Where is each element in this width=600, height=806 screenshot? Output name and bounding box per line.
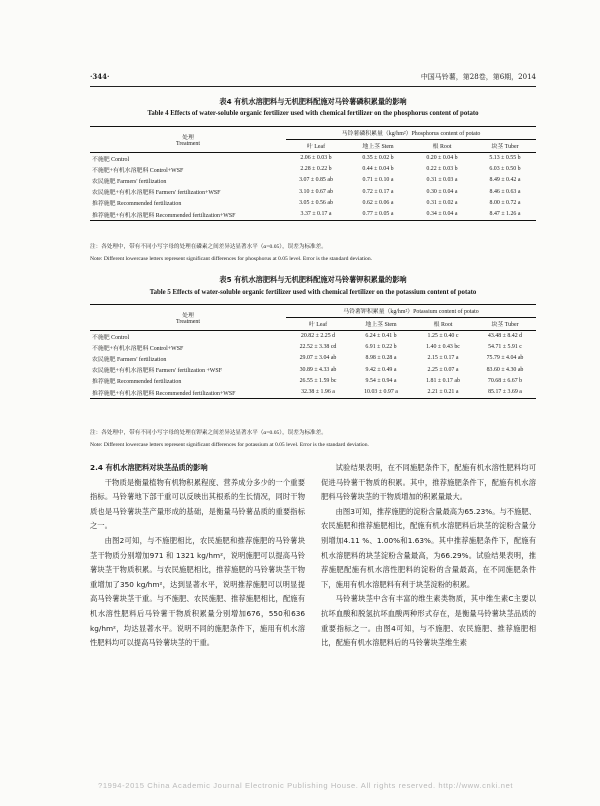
treatment-cell: 推荐施肥+有机水溶肥料 Recommended fertilization+WSF <box>92 212 236 219</box>
value-cell: 0.22 ± 0.03 b <box>426 166 458 173</box>
value-cell: 1.81 ± 0.17 ab <box>426 377 460 384</box>
value-cell: 75.79 ± 4.04 ab <box>486 355 524 362</box>
table-row <box>90 164 536 175</box>
value-cell: 8.46 ± 0.63 a <box>489 188 521 195</box>
value-cell: 54.71 ± 5.91 c <box>488 344 522 351</box>
value-cell: 8.00 ± 0.72 a <box>489 199 521 206</box>
value-cell: 5.13 ± 0.55 b <box>489 155 521 162</box>
treatment-cell: 农民施肥 Farmers' fertilization <box>92 178 167 185</box>
table-row <box>90 186 536 197</box>
table-row <box>90 353 536 364</box>
table4-caption-cn: 表4 有机水溶肥料与无机肥料配施对马铃薯磷积累量的影响 <box>219 97 407 106</box>
treatment-cell: 不施肥 Control <box>92 334 130 341</box>
value-cell: 70.68 ± 6.67 b <box>487 377 523 384</box>
treatment-cell: 农民施肥+有机水溶肥料 Farmers' fertilization+WSF <box>92 190 221 197</box>
value-cell: 0.20 ± 0.04 b <box>426 155 458 162</box>
value-cell: 0.62 ± 0.06 a <box>362 199 394 206</box>
value-cell: 0.71 ± 0.10 a <box>362 177 394 184</box>
group-header: 马铃薯磷积累量（kg/hm²）Phosphorus content of potato <box>286 127 536 139</box>
value-cell: 29.07 ± 3.04 ab <box>299 355 337 362</box>
col-header-root: 根 Root <box>433 322 453 328</box>
paragraph: 试验结果表明，在不同施肥条件下，配施有机水溶性肥料均可促进马铃薯干物质的积累。其中，推荐施肥条件下，配施有机水溶肥料马铃薯块茎的干物质增加的积累量最大。 <box>321 463 536 502</box>
paragraph: 由图3可知，推荐施肥的淀粉含量最高为65.23%。与不施肥、农民施肥和推荐施肥相比，配施有机水溶肥料后块茎的淀粉含量分别增加4.11 %、1.00%和1.63%。其中推荐施肥条件下，配施有机水溶肥料的块茎淀粉含量最高，为66.29%。试验结果表明，推荐施肥配施有机水溶性肥料的淀粉的含量最高，在不同施肥条件下，施用有机水溶肥料有利于块茎淀粉的积累。 <box>321 506 536 589</box>
treatment-header: 处理 Treatment <box>176 134 200 147</box>
table-row <box>90 342 536 353</box>
value-cell: 0.31 ± 0.02 a <box>426 199 458 206</box>
table-row <box>90 208 536 220</box>
value-cell: 3.05 ± 0.56 ab <box>299 199 333 206</box>
table-row <box>90 375 536 386</box>
group-header: 马铃薯钾积累量（kg/hm²）Potassium content of potato <box>286 305 536 317</box>
value-cell: 2.21 ± 0.21 a <box>427 389 459 396</box>
paragraph: 马铃薯块茎中含有丰富的维生素类物质，其中维生素C主要以抗坏血酸和脱氢抗坏血酸两种形式存在，是衡量马铃薯块茎品质的重要指标之一。由图4可知，与不施肥、农民施肥、推荐施肥相比，配施有机水溶肥料后的马铃薯块茎维生素 <box>321 594 536 648</box>
value-cell: 8.98 ± 0.28 a <box>365 355 397 362</box>
table-row <box>90 386 536 398</box>
value-cell: 2.25 ± 0.07 a <box>427 366 459 373</box>
table4-caption-en: Table 4 Effects of water-soluble organic fertilizer used with chemical fertilizer on the phosphorus content of potato <box>147 110 479 117</box>
col-header-stem: 地上茎 Stem <box>365 322 397 328</box>
value-cell: 1.25 ± 0.40 c <box>427 333 459 340</box>
treatment-cell: 不施肥+有机水溶肥料 Control+WSF <box>92 345 184 352</box>
paragraph: 由图2可知，与不施肥相比，农民施肥和推荐施肥的马铃薯块茎干物质分别增加971 和 1321 kg/hm²，说明施肥可以提高马铃薯块茎干物质积累。与农民施肥相比，推荐施肥的马铃薯块茎干物重增加了350 kg/hm²，达到显著水平，说明推荐施肥可以明显提高马铃薯块茎干重。与不施肥、农民施肥、推荐施肥相比，配施有机水溶性肥料后马铃薯干物质积累量分别增加676，550和636 kg/hm²，均达显著水平。说明不同的施肥条件下，施用有机水溶性肥料均可以提高马铃薯块茎的干重。 <box>90 535 305 648</box>
journal-citation: 中国马铃薯，第28卷，第6期，2014 <box>420 73 536 81</box>
table4-note-cn: 注：各处理中，带有不同小写字母的处理在磷素之间差异达显著水平（α=0.05），误差为标准差。 <box>90 244 327 250</box>
value-cell: 0.34 ± 0.04 a <box>426 211 458 218</box>
value-cell: 22.52 ± 3.38 cd <box>299 344 337 351</box>
table-row <box>90 364 536 375</box>
value-cell: 3.07 ± 0.85 ab <box>299 177 333 184</box>
value-cell: 1.40 ± 0.43 bc <box>426 344 460 351</box>
col-header-tuber: 块茎 Tuber <box>491 322 519 328</box>
value-cell: 43.48 ± 8.42 d <box>487 333 523 340</box>
value-cell: 20.82 ± 2.25 d <box>300 333 336 340</box>
value-cell: 2.06 ± 0.03 b <box>300 155 332 162</box>
treatment-header: 处理 Treatment <box>176 312 200 325</box>
treatment-cell: 不施肥 Control <box>92 156 130 163</box>
col-header-stem: 地上茎 Stem <box>362 144 394 150</box>
value-cell: 0.30 ± 0.04 a <box>426 188 458 195</box>
table-row <box>90 175 536 186</box>
value-cell: 6.03 ± 0.50 b <box>489 166 521 173</box>
value-cell: 10.03 ± 0.97 a <box>364 389 398 396</box>
table5-note-cn: 注：各处理中，带有不同小写字母的处理在钾素之间差异达显著水平（α=0.05），误差为标准差。 <box>90 430 327 436</box>
table4 <box>90 126 536 221</box>
running-header <box>90 72 536 84</box>
paragraph: 干物质是衡量植物有机物积累程度、营养成分多少的一个重要指标。马铃薯地下部干重可以反映出其根系的生长情况，同时干物质也是马铃薯块茎产量形成的基础，是衡量马铃薯品质的重要指标之一。 <box>90 477 305 531</box>
treatment-cell: 推荐施肥+有机水溶肥料 Recommended fertilization+WSF <box>92 390 236 397</box>
right-column <box>321 461 536 651</box>
value-cell: 0.31 ± 0.03 a <box>426 177 458 184</box>
value-cell: 6.91 ± 0.22 b <box>365 344 397 351</box>
value-cell: 3.37 ± 0.17 a <box>300 211 332 218</box>
header-rule <box>90 86 536 87</box>
value-cell: 8.47 ± 1.26 a <box>489 211 521 218</box>
col-header-leaf: 叶 Leaf <box>306 144 326 150</box>
table5-caption-cn: 表5 有机水溶肥料与无机肥料配施对马铃薯钾积累量的影响 <box>219 275 407 284</box>
value-cell: 0.44 ± 0.04 b <box>362 166 394 173</box>
value-cell: 0.77 ± 0.05 a <box>362 211 394 218</box>
value-cell: 6.24 ± 0.41 b <box>365 333 397 340</box>
value-cell: 9.42 ± 0.49 a <box>365 366 397 373</box>
value-cell: 0.72 ± 0.17 a <box>362 188 394 195</box>
copyright-footer: ?1994-2015 China Academic Journal Electronic Publishing House. All rights reserved. http://www.cnki.net <box>98 781 514 790</box>
col-header-root: 根 Root <box>432 144 452 150</box>
table-row <box>90 153 536 164</box>
value-cell: 2.28 ± 0.22 b <box>300 166 332 173</box>
value-cell: 3.10 ± 0.67 ab <box>299 188 333 195</box>
value-cell: 0.35 ± 0.02 b <box>362 155 394 162</box>
value-cell: 30.89 ± 4.33 ab <box>299 366 337 373</box>
table4-note-en: Note: Different lowercase letters represent significant differences for phosphorus at 0.05 level. Error is the standard deviation. <box>90 256 373 262</box>
table5-note-en: Note: Different lowercase letters represent significant differences for potassium at 0.05 level. Error is the standard deviation. <box>90 442 369 448</box>
value-cell: 26.55 ± 1.59 bc <box>299 377 337 384</box>
table-row <box>90 331 536 342</box>
treatment-cell: 农民施肥 Farmers' fertilization <box>92 356 167 363</box>
section-heading: 2.4 有机水溶肥料对块茎品质的影响 <box>90 463 208 472</box>
col-header-tuber: 块茎 Tuber <box>491 144 519 150</box>
left-column <box>90 461 305 651</box>
value-cell: 2.15 ± 0.17 a <box>427 355 459 362</box>
col-header-leaf: 叶 Leaf <box>308 322 328 328</box>
table5 <box>90 304 536 399</box>
value-cell: 8.49 ± 0.42 a <box>489 177 521 184</box>
treatment-cell: 不施肥+有机水溶肥料 Control+WSF <box>92 167 184 174</box>
table5-caption-en: Table 5 Effects of water-soluble organic fertilizer used with chemical fertilizer on the potassium content of potato <box>149 289 477 296</box>
treatment-cell: 推荐施肥 Recommended fertilization <box>92 201 182 208</box>
value-cell: 32.38 ± 1.96 a <box>301 389 335 396</box>
treatment-cell: 推荐施肥 Recommended fertilization <box>92 379 182 386</box>
page-number: ·344· <box>90 72 110 81</box>
treatment-cell: 农民施肥+有机水溶肥料 Farmers' fertilization +WSF <box>92 368 222 375</box>
table-row <box>90 197 536 208</box>
value-cell: 85.17 ± 3.69 a <box>488 389 522 396</box>
value-cell: 83.60 ± 4.30 ab <box>486 366 524 373</box>
value-cell: 9.54 ± 0.94 a <box>365 377 397 384</box>
